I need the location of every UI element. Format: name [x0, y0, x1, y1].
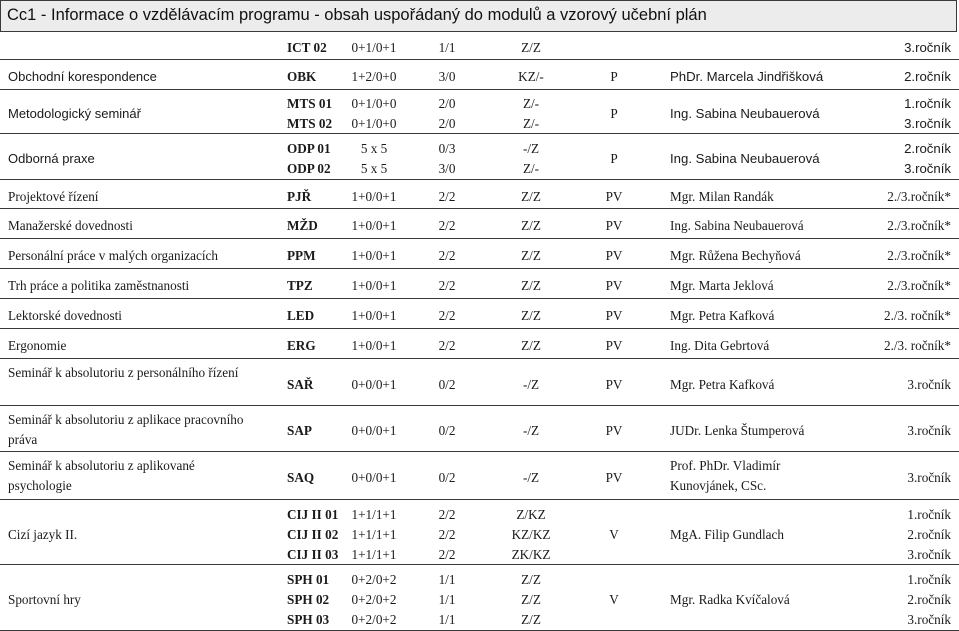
teacher-name: Ing. Sabina Neubauerová	[670, 218, 804, 233]
teacher-name: Mgr. Milan Randák	[670, 189, 774, 204]
study-year: 2.ročník	[907, 592, 951, 607]
teacher-name: Prof. PhDr. Vladimír Kunovjánek, CSc.	[670, 458, 781, 493]
credits-value: 0/2	[438, 423, 456, 438]
study-year: 1.ročník	[904, 96, 951, 111]
module-code: SAP	[287, 423, 312, 438]
study-year: 3.ročník	[907, 612, 951, 627]
credits-value: 2/2	[438, 189, 456, 204]
document-title-bar	[0, 0, 957, 32]
module-name: Metodologický seminář	[8, 106, 141, 121]
module-name: Seminář k absolutoriu z personálního řízení	[8, 365, 239, 380]
study-year: 2./3.ročník*	[887, 189, 951, 204]
hours-value: 1+0/0+1	[351, 248, 397, 263]
exam-type: -/Z	[522, 423, 540, 438]
module-code: ODP 02	[287, 161, 331, 176]
hours-value: 1+0/0+1	[351, 308, 397, 323]
table-row	[0, 359, 959, 406]
study-year: 1.ročník	[907, 572, 951, 587]
module-type: P	[610, 69, 618, 84]
module-code: PJŘ	[287, 189, 312, 204]
hours-value: 0+0/0+1	[351, 470, 397, 485]
module-code: CIJ II 01	[287, 507, 339, 522]
hours-value: 1+1/1+1	[351, 507, 397, 522]
module-code: SAQ	[287, 470, 315, 485]
table-row	[0, 90, 959, 134]
table-row	[0, 329, 959, 359]
exam-type: ZK/KZ	[511, 547, 551, 562]
study-year: 3.ročník	[907, 470, 951, 485]
exam-type: Z/-	[522, 116, 540, 131]
module-name: Cizí jazyk II.	[8, 527, 78, 542]
module-name: Personální práce v malých organizacích	[8, 248, 218, 263]
hours-value: 0+2/0+2	[351, 592, 397, 607]
study-year: 3.ročník	[907, 547, 951, 562]
table-row	[0, 180, 959, 209]
hours-value: 0+0/0+1	[351, 423, 397, 438]
module-code: ICT 02	[287, 40, 327, 55]
hours-value: 0+1/0+0	[351, 116, 397, 131]
table-row	[0, 60, 959, 90]
hours-value: 0+2/0+2	[351, 572, 397, 587]
module-type: V	[609, 592, 619, 607]
exam-type: Z/Z	[521, 189, 541, 204]
module-type: PV	[605, 248, 623, 263]
teacher-name: MgA. Filip Gundlach	[670, 527, 784, 542]
hours-value: 0+0/0+1	[351, 377, 397, 392]
study-year: 3.ročník	[907, 423, 951, 438]
exam-type: -/Z	[522, 377, 540, 392]
credits-value: 2/2	[438, 278, 456, 293]
module-name: Odborná praxe	[8, 151, 95, 166]
module-code: CIJ II 02	[287, 527, 339, 542]
exam-type: Z/-	[522, 96, 540, 111]
module-code: TPZ	[287, 278, 313, 293]
credits-value: 3/0	[438, 69, 456, 84]
module-type: V	[609, 527, 619, 542]
hours-value: 0+1/0+0	[351, 96, 397, 111]
table-row	[0, 134, 959, 180]
module-name: Projektové řízení	[8, 189, 99, 204]
exam-type: -/Z	[522, 141, 540, 156]
module-name: Seminář k absolutoriu z aplikované psychologie	[8, 458, 195, 493]
credits-value: 1/1	[438, 592, 456, 607]
module-name: Lektorské dovednosti	[8, 308, 122, 323]
study-year: 2./3. ročník*	[883, 338, 951, 353]
study-year: 2.ročník	[907, 527, 951, 542]
credits-value: 2/2	[438, 248, 456, 263]
module-type: PV	[605, 338, 623, 353]
exam-type: Z/KZ	[516, 507, 546, 522]
teacher-name: Mgr. Marta Jeklová	[670, 278, 774, 293]
table-row	[0, 299, 959, 329]
module-name: Manažerské dovednosti	[8, 218, 133, 233]
module-type: PV	[605, 218, 623, 233]
module-code: SAŘ	[287, 377, 314, 392]
study-year: 3.ročník	[904, 116, 951, 131]
hours-value: 1+1/1+1	[351, 527, 397, 542]
module-type: PV	[605, 470, 623, 485]
credits-value: 2/2	[438, 338, 456, 353]
teacher-name: JUDr. Lenka Štumperová	[670, 423, 805, 438]
teacher-name: Mgr. Petra Kafková	[670, 308, 775, 323]
study-year: 2./3.ročník*	[887, 218, 951, 233]
study-year: 2.ročník	[904, 69, 951, 84]
table-row	[0, 209, 959, 239]
table-row	[0, 32, 959, 60]
credits-value: 2/2	[438, 547, 456, 562]
module-name: Ergonomie	[8, 338, 67, 353]
hours-value: 1+0/0+1	[351, 189, 397, 204]
credits-value: 2/2	[438, 218, 456, 233]
module-type: PV	[605, 377, 623, 392]
hours-value: 5 x 5	[360, 161, 388, 176]
module-name: Trh práce a politika zaměstnanosti	[8, 278, 190, 293]
hours-value: 5 x 5	[360, 141, 388, 156]
credits-value: 2/2	[438, 527, 456, 542]
credits-value: 2/2	[438, 308, 456, 323]
credits-value: 1/1	[438, 612, 456, 627]
teacher-name: Ing. Dita Gebrtová	[670, 338, 770, 353]
hours-value: 1+0/0+1	[351, 338, 397, 353]
document-title: Cc1 - Informace o vzdělávacím programu - obsah uspořádaný do modulů a vzorový učební plán	[7, 6, 707, 24]
module-code: SPH 02	[287, 592, 330, 607]
module-type: PV	[605, 278, 623, 293]
module-type: P	[610, 106, 618, 121]
module-code: SPH 01	[287, 572, 330, 587]
study-year: 3.ročník	[907, 377, 951, 392]
module-code: OBK	[287, 69, 317, 84]
exam-type: KZ/-	[518, 69, 544, 84]
exam-type: Z/Z	[521, 40, 541, 55]
exam-type: Z/Z	[521, 218, 541, 233]
credits-value: 2/2	[438, 507, 456, 522]
exam-type: Z/Z	[521, 612, 541, 627]
table-row	[0, 452, 959, 500]
hours-value: 1+0/0+1	[351, 278, 397, 293]
table-row	[0, 565, 959, 631]
module-code: PPM	[287, 248, 316, 263]
table-row	[0, 500, 959, 565]
teacher-name: Ing. Sabina Neubauerová	[670, 106, 820, 121]
exam-type: Z/Z	[521, 278, 541, 293]
study-year: 1.ročník	[907, 507, 951, 522]
credits-value: 1/1	[438, 40, 456, 55]
exam-type: Z/Z	[521, 592, 541, 607]
exam-type: Z/Z	[521, 572, 541, 587]
module-code: MTS 01	[287, 96, 333, 111]
module-code: MŽD	[287, 218, 318, 233]
table-row	[0, 406, 959, 452]
module-code: ODP 01	[287, 141, 331, 156]
module-code: SPH 03	[287, 612, 330, 627]
exam-type: Z/Z	[521, 338, 541, 353]
teacher-name: Mgr. Radka Kvíčalová	[670, 592, 790, 607]
exam-type: KZ/KZ	[511, 527, 551, 542]
table-row	[0, 239, 959, 269]
credits-value: 0/2	[438, 377, 456, 392]
module-type: P	[610, 151, 618, 166]
table-row	[0, 269, 959, 299]
credits-value: 2/0	[438, 96, 456, 111]
module-code: CIJ II 03	[287, 547, 339, 562]
exam-type: Z/-	[522, 161, 540, 176]
credits-value: 0/2	[438, 470, 456, 485]
module-name: Obchodní korespondence	[8, 69, 157, 84]
exam-type: Z/Z	[521, 248, 541, 263]
study-year: 3.ročník	[904, 40, 951, 55]
exam-type: Z/Z	[521, 308, 541, 323]
teacher-name: Mgr. Petra Kafková	[670, 377, 775, 392]
hours-value: 1+2/0+0	[351, 69, 397, 84]
teacher-name: PhDr. Marcela Jindřišková	[670, 69, 824, 84]
module-type: PV	[605, 308, 623, 323]
credits-value: 0/3	[438, 141, 456, 156]
study-year: 3.ročník	[904, 161, 951, 176]
module-code: LED	[287, 308, 315, 323]
credits-value: 3/0	[438, 161, 456, 176]
module-code: ERG	[287, 338, 316, 353]
exam-type: -/Z	[522, 470, 540, 485]
module-type: PV	[605, 189, 623, 204]
hours-value: 0+1/0+1	[351, 40, 397, 55]
module-code: MTS 02	[287, 116, 333, 131]
module-type: PV	[605, 423, 623, 438]
credits-value: 1/1	[438, 572, 456, 587]
study-year: 2./3. ročník*	[883, 308, 951, 323]
module-name: Seminář k absolutoriu z aplikace pracovního práva	[8, 412, 244, 447]
module-name: Sportovní hry	[8, 592, 81, 607]
study-year: 2.ročník	[904, 141, 951, 156]
study-year: 2./3.ročník*	[887, 278, 951, 293]
hours-value: 1+1/1+1	[351, 547, 397, 562]
hours-value: 0+2/0+2	[351, 612, 397, 627]
hours-value: 1+0/0+1	[351, 218, 397, 233]
teacher-name: Ing. Sabina Neubauerová	[670, 151, 820, 166]
credits-value: 2/0	[438, 116, 456, 131]
teacher-name: Mgr. Růžena Bechyňová	[670, 248, 801, 263]
study-year: 2./3.ročník*	[887, 248, 951, 263]
